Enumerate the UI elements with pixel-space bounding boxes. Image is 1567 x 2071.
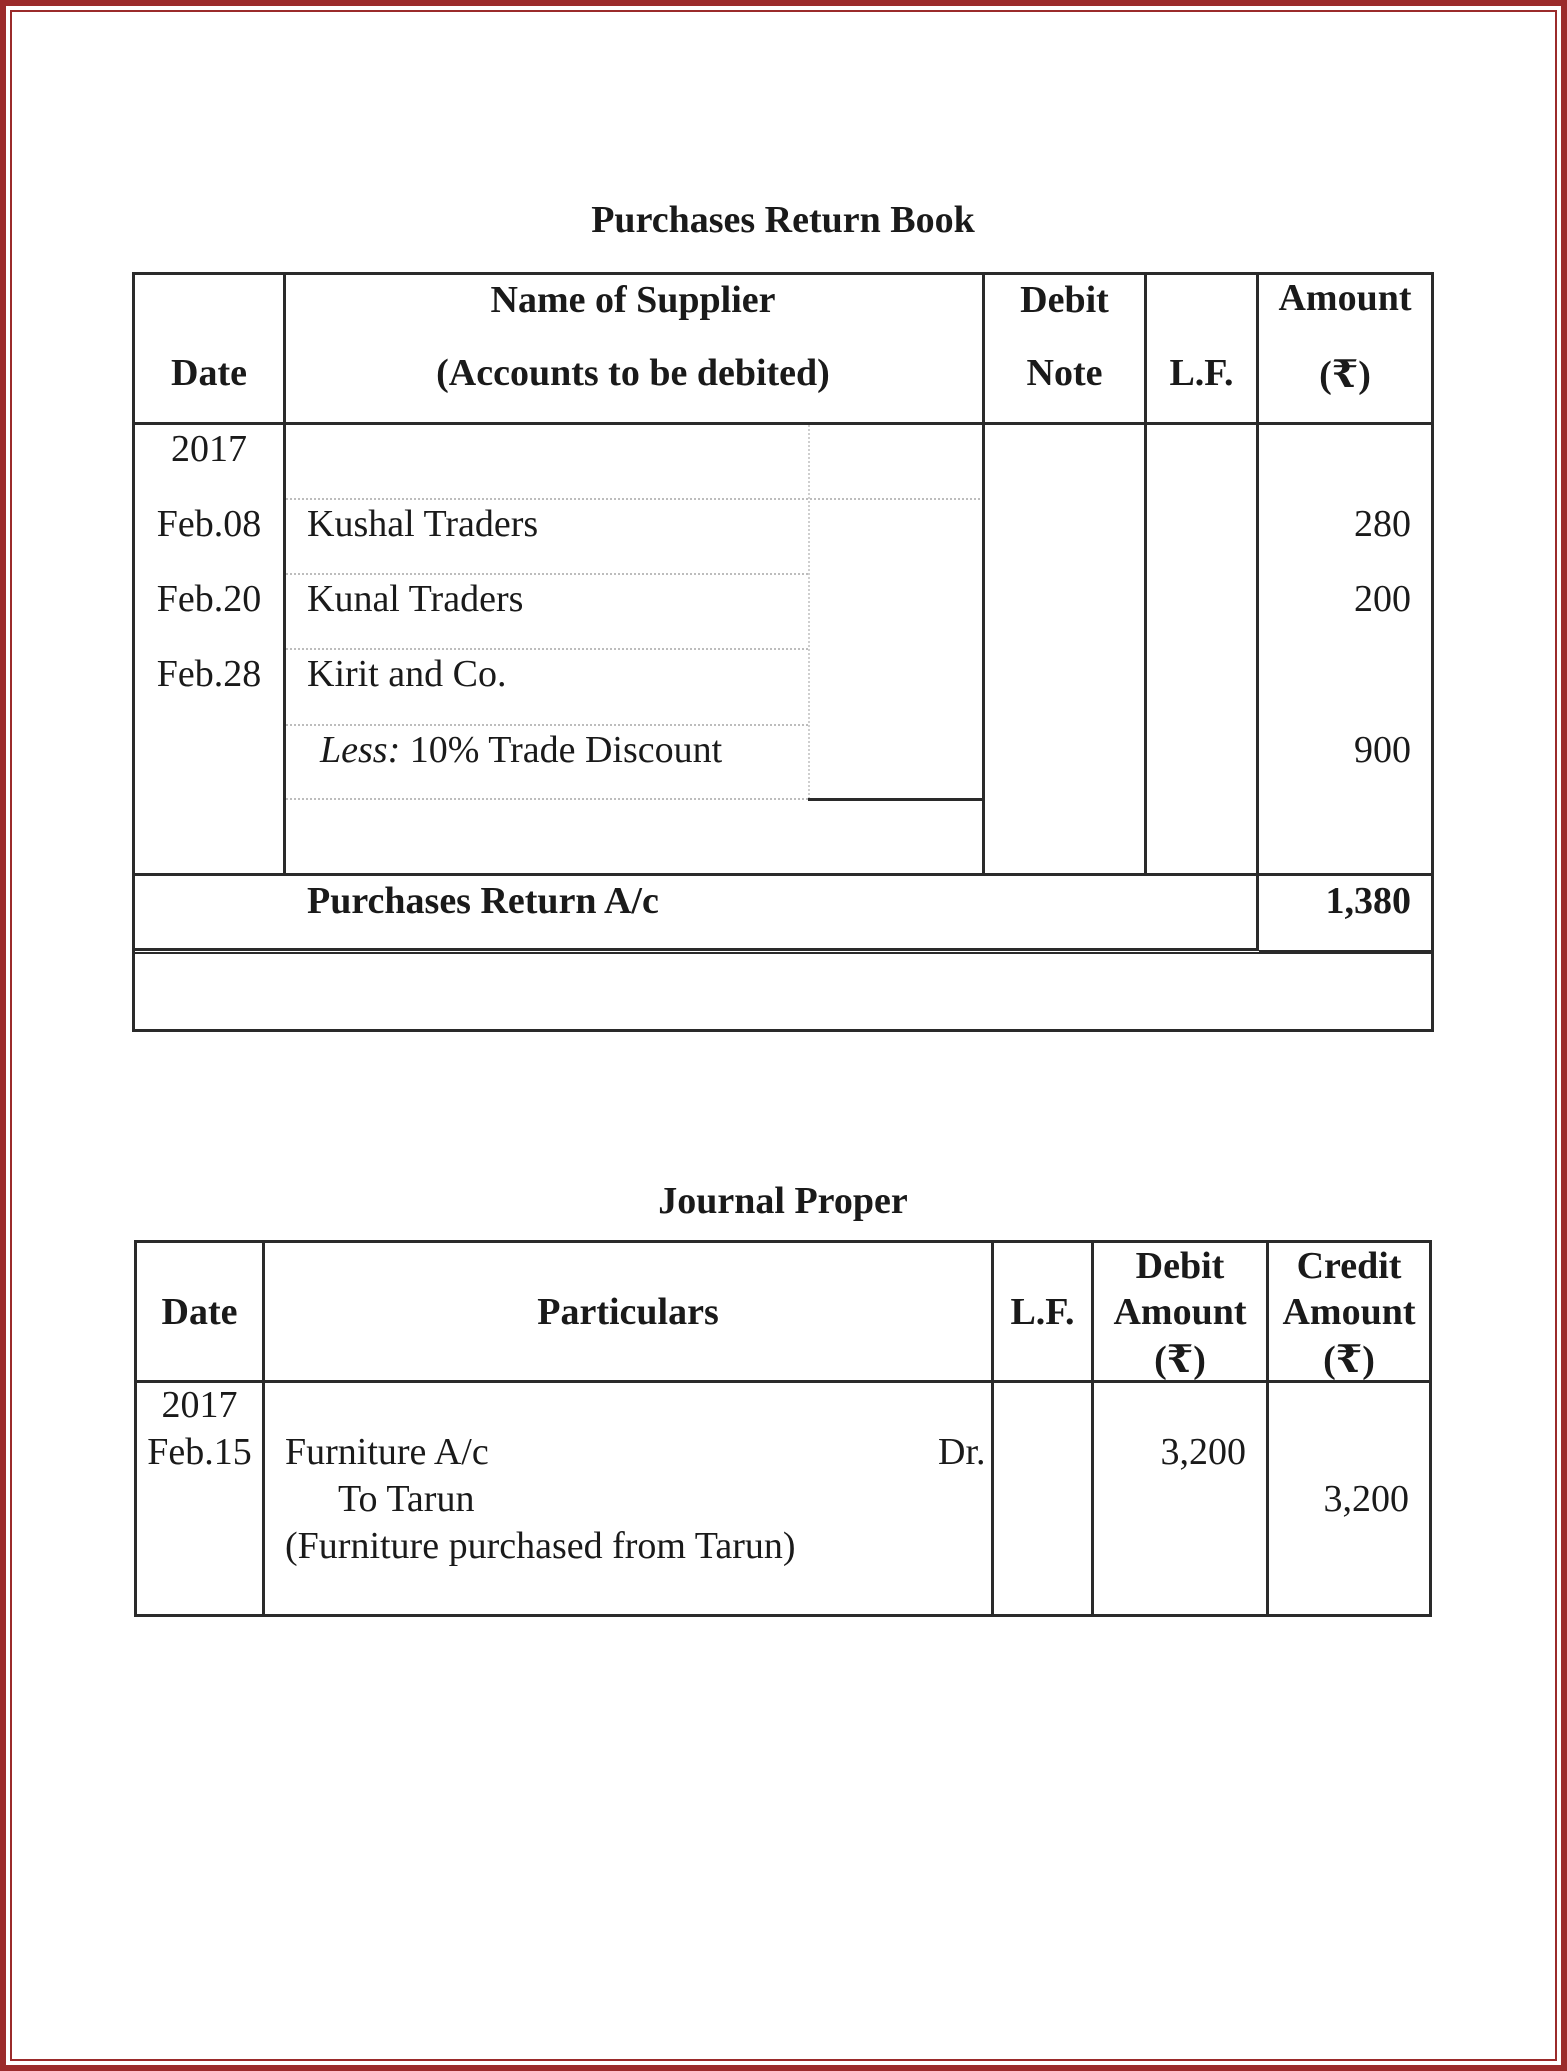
jp-dr-label: Dr. bbox=[938, 1431, 986, 1473]
prb-less-amount: 900 bbox=[1354, 729, 1411, 771]
jp-credit-account: To Tarun bbox=[338, 1478, 475, 1520]
purchases-return-book-title: Purchases Return Book bbox=[591, 199, 975, 241]
jp-narration: (Furniture purchased from Tarun) bbox=[285, 1525, 796, 1567]
prb-year: 2017 bbox=[171, 428, 247, 470]
prb-less-label: Less: bbox=[320, 729, 401, 771]
prb-row-supplier: Kunal Traders bbox=[307, 578, 524, 620]
prb-less-row bbox=[320, 728, 722, 772]
prb-header-date: Date bbox=[171, 352, 247, 394]
jp-header-credit: Credit bbox=[1296, 1245, 1402, 1287]
prb-header-supplier-sub: (Accounts to be debited) bbox=[436, 352, 830, 394]
jp-debit-account: Furniture A/c bbox=[285, 1431, 489, 1473]
jp-header-debit: Debit bbox=[1135, 1245, 1225, 1287]
prb-row-amount: 200 bbox=[1354, 578, 1411, 620]
jp-header-particulars: Particulars bbox=[537, 1291, 719, 1333]
journal-proper-title: Journal Proper bbox=[658, 1180, 908, 1222]
prb-header-amount: Amount bbox=[1278, 277, 1412, 319]
prb-header-rupee: (₹) bbox=[1319, 354, 1371, 396]
prb-less-text: 10% Trade Discount bbox=[409, 729, 723, 771]
prb-row-date: Feb.20 bbox=[156, 578, 262, 620]
prb-header-debit: Debit bbox=[1020, 279, 1109, 321]
jp-credit-amount: 3,200 bbox=[1323, 1478, 1409, 1520]
prb-row-amount: 280 bbox=[1354, 503, 1411, 545]
jp-header-credit-amount: Amount bbox=[1282, 1291, 1416, 1333]
prb-row-date: Feb.28 bbox=[156, 653, 262, 695]
jp-header-debit-rupee: (₹) bbox=[1154, 1339, 1206, 1381]
prb-total-label: Purchases Return A/c bbox=[307, 880, 659, 922]
jp-year: 2017 bbox=[161, 1384, 238, 1426]
prb-header-lf: L.F. bbox=[1169, 352, 1234, 394]
prb-row-supplier: Kushal Traders bbox=[307, 503, 539, 545]
prb-header-supplier: Name of Supplier bbox=[490, 279, 776, 321]
jp-debit-amount: 3,200 bbox=[1160, 1431, 1246, 1473]
jp-header-debit-amount: Amount bbox=[1113, 1291, 1247, 1333]
prb-header-note: Note bbox=[1026, 352, 1103, 394]
prb-row-date: Feb.08 bbox=[156, 503, 262, 545]
jp-header-credit-rupee: (₹) bbox=[1323, 1339, 1375, 1381]
prb-row-supplier: Kirit and Co. bbox=[307, 653, 507, 695]
jp-date: Feb.15 bbox=[147, 1431, 252, 1473]
prb-total-amount: 1,380 bbox=[1325, 880, 1411, 922]
jp-header-lf: L.F. bbox=[1010, 1291, 1075, 1333]
jp-header-date: Date bbox=[161, 1291, 238, 1333]
